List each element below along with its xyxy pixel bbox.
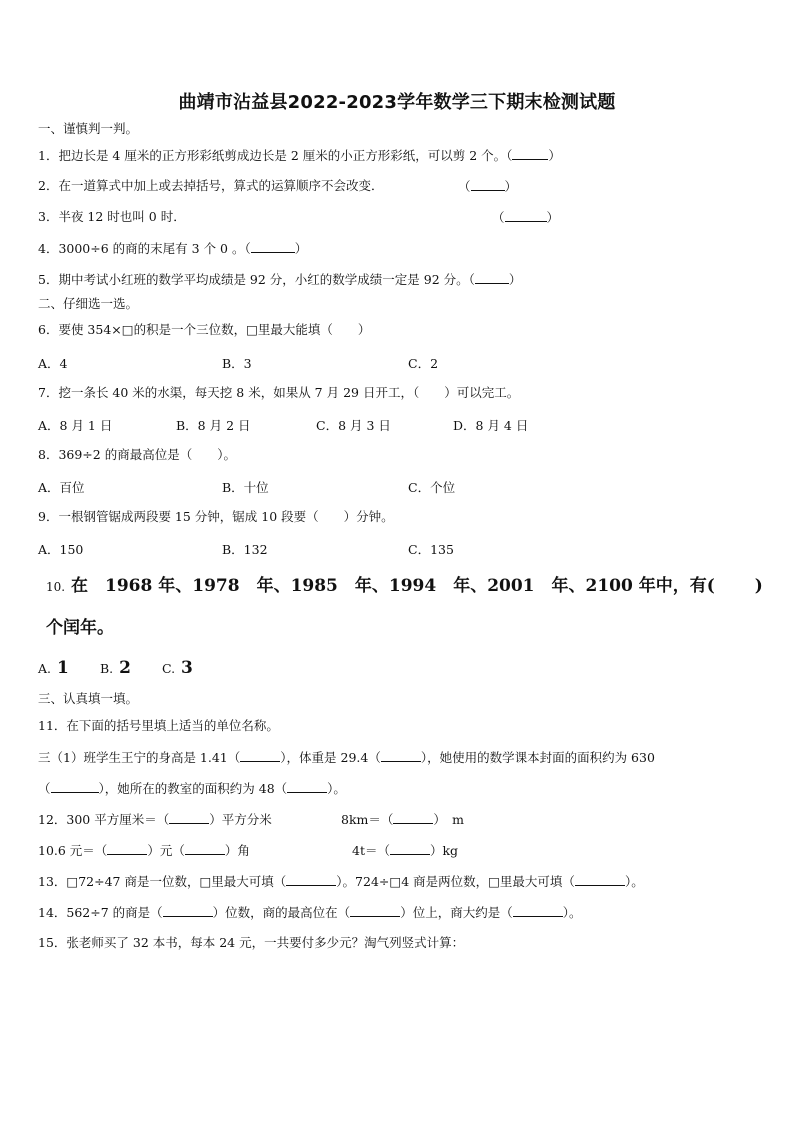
answer-blank[interactable] bbox=[475, 271, 509, 284]
answer-blank[interactable] bbox=[185, 842, 225, 855]
option-c[interactable]: C．2 bbox=[408, 356, 439, 371]
question-15: 15．张老师买了 32 本书，每本 24 元，一共要付多少元？淘气列竖式计算： bbox=[38, 935, 465, 950]
option-b[interactable]: B．3 bbox=[222, 356, 252, 371]
answer-blank[interactable] bbox=[169, 811, 209, 824]
answer-blank[interactable] bbox=[575, 873, 625, 886]
question-14: 14．562÷7 的商是（ ）位数，商的最高位在（ ）位上，商大约是（ ）。 bbox=[38, 905, 582, 920]
question-12-line1: 12．300 平方厘米＝（ ）平方分米 8km＝（ ） m bbox=[38, 812, 464, 827]
answer-blank[interactable] bbox=[390, 842, 430, 855]
option-c[interactable]: C．135 bbox=[408, 542, 454, 557]
option-b[interactable]: B．8 月 2 日 bbox=[176, 418, 251, 433]
answer-blank[interactable] bbox=[513, 904, 563, 917]
option-c[interactable]: C．8 月 3 日 bbox=[316, 418, 391, 433]
option-a[interactable]: A. 1 bbox=[38, 658, 69, 678]
page-title: 曲靖市沾益县2022-2023学年数学三下期末检测试题 bbox=[178, 92, 616, 113]
answer-blank[interactable] bbox=[471, 178, 505, 191]
answer-blank[interactable] bbox=[240, 749, 280, 762]
answer-blank[interactable] bbox=[107, 842, 147, 855]
question-10 bbox=[46, 575, 763, 598]
question-5 bbox=[38, 271, 521, 288]
question-10-text: 在 1968 年、1978 年、1985 年、1994 年、2001 年、2100 年中，有( ) bbox=[71, 576, 763, 596]
question-12-line2: 10.6 元＝（ ）元（ ）角 4t＝（ ）kg bbox=[38, 843, 459, 858]
option-a[interactable]: A．4 bbox=[38, 356, 68, 371]
question-7: 7．挖一条长 40 米的水渠，每天挖 8 米，如果从 7 月 29 日开工，（ ）可以完工。 bbox=[38, 385, 520, 400]
answer-blank[interactable] bbox=[393, 811, 433, 824]
question-9: 9．一根钢管锯成两段要 15 分钟，锯成 10 段要（ ）分钟。 bbox=[38, 509, 394, 524]
question-8: 8．369÷2 的商最高位是（ ）。 bbox=[38, 447, 236, 462]
answer-paren: （ ） bbox=[492, 210, 560, 225]
question-2 bbox=[38, 178, 518, 194]
question-3-text: 3．半夜 12 时也叫 0 时． bbox=[38, 209, 186, 224]
question-1-text: 1．把边长是 4 厘米的正方形彩纸剪成边长是 2 厘米的小正方形彩纸，可以剪 2 个。（ bbox=[38, 148, 513, 163]
answer-blank[interactable] bbox=[505, 209, 547, 222]
paren-close: ） bbox=[294, 241, 308, 256]
question-4 bbox=[38, 240, 307, 257]
option-b[interactable]: B．132 bbox=[222, 542, 268, 557]
answer-blank[interactable] bbox=[512, 147, 548, 160]
question-10-number: 10. bbox=[46, 580, 66, 594]
question-10-line2: 个闰年。 bbox=[46, 618, 114, 638]
section-heading-3: 三、认真填一填。 bbox=[38, 691, 139, 706]
question-5-text: 5．期中考试小红班的数学平均成绩是 92 分，小红的数学成绩一定是 92 分。（ bbox=[38, 272, 475, 287]
option-a[interactable]: A．百位 bbox=[38, 480, 85, 495]
option-a[interactable]: A．8 月 1 日 bbox=[38, 418, 113, 433]
question-13: 13．□72÷47 商是一位数，□里最大可填（ ）。724÷□4 商是两位数，□里最大可填（ ）。 bbox=[38, 874, 644, 889]
question-11-line2: （ ），她所在的教室的面积约为 48（ ）。 bbox=[38, 781, 346, 796]
option-d[interactable]: D．8 月 4 日 bbox=[453, 418, 529, 433]
answer-blank[interactable] bbox=[51, 780, 99, 793]
question-4-text: 4．3000÷6 的商的末尾有 3 个 0 。（ bbox=[38, 241, 251, 256]
answer-blank[interactable] bbox=[350, 904, 400, 917]
option-a[interactable]: A．150 bbox=[38, 542, 84, 557]
question-11: 11．在下面的括号里填上适当的单位名称。 bbox=[38, 718, 279, 733]
question-3 bbox=[38, 209, 560, 225]
paren-close: ） bbox=[508, 272, 522, 287]
option-b[interactable]: B．十位 bbox=[222, 480, 269, 495]
answer-blank[interactable] bbox=[163, 904, 213, 917]
option-c[interactable]: C．个位 bbox=[408, 480, 456, 495]
section-heading-1: 一、谨慎判一判。 bbox=[38, 121, 139, 136]
answer-blank[interactable] bbox=[381, 749, 421, 762]
answer-blank[interactable] bbox=[286, 873, 336, 886]
question-6: 6．要使 354×□的积是一个三位数，□里最大能填（ ） bbox=[38, 322, 371, 337]
question-2-text: 2．在一道算式中加上或去掉括号，算式的运算顺序不会改变． bbox=[38, 178, 384, 193]
question-1 bbox=[38, 147, 561, 164]
question-11-line1: 三（1）班学生王宁的身高是 1.41（ ），体重是 29.4（ ），她使用的数学课本封面的面积约为 630 bbox=[38, 750, 655, 765]
section-heading-2: 二、仔细选一选。 bbox=[38, 296, 139, 311]
option-c[interactable]: C. 3 bbox=[162, 658, 193, 678]
paren-close: ） bbox=[548, 148, 561, 163]
answer-blank[interactable] bbox=[251, 240, 295, 253]
answer-paren: （ ） bbox=[458, 179, 518, 194]
option-b[interactable]: B. 2 bbox=[100, 658, 131, 678]
answer-blank[interactable] bbox=[287, 780, 327, 793]
